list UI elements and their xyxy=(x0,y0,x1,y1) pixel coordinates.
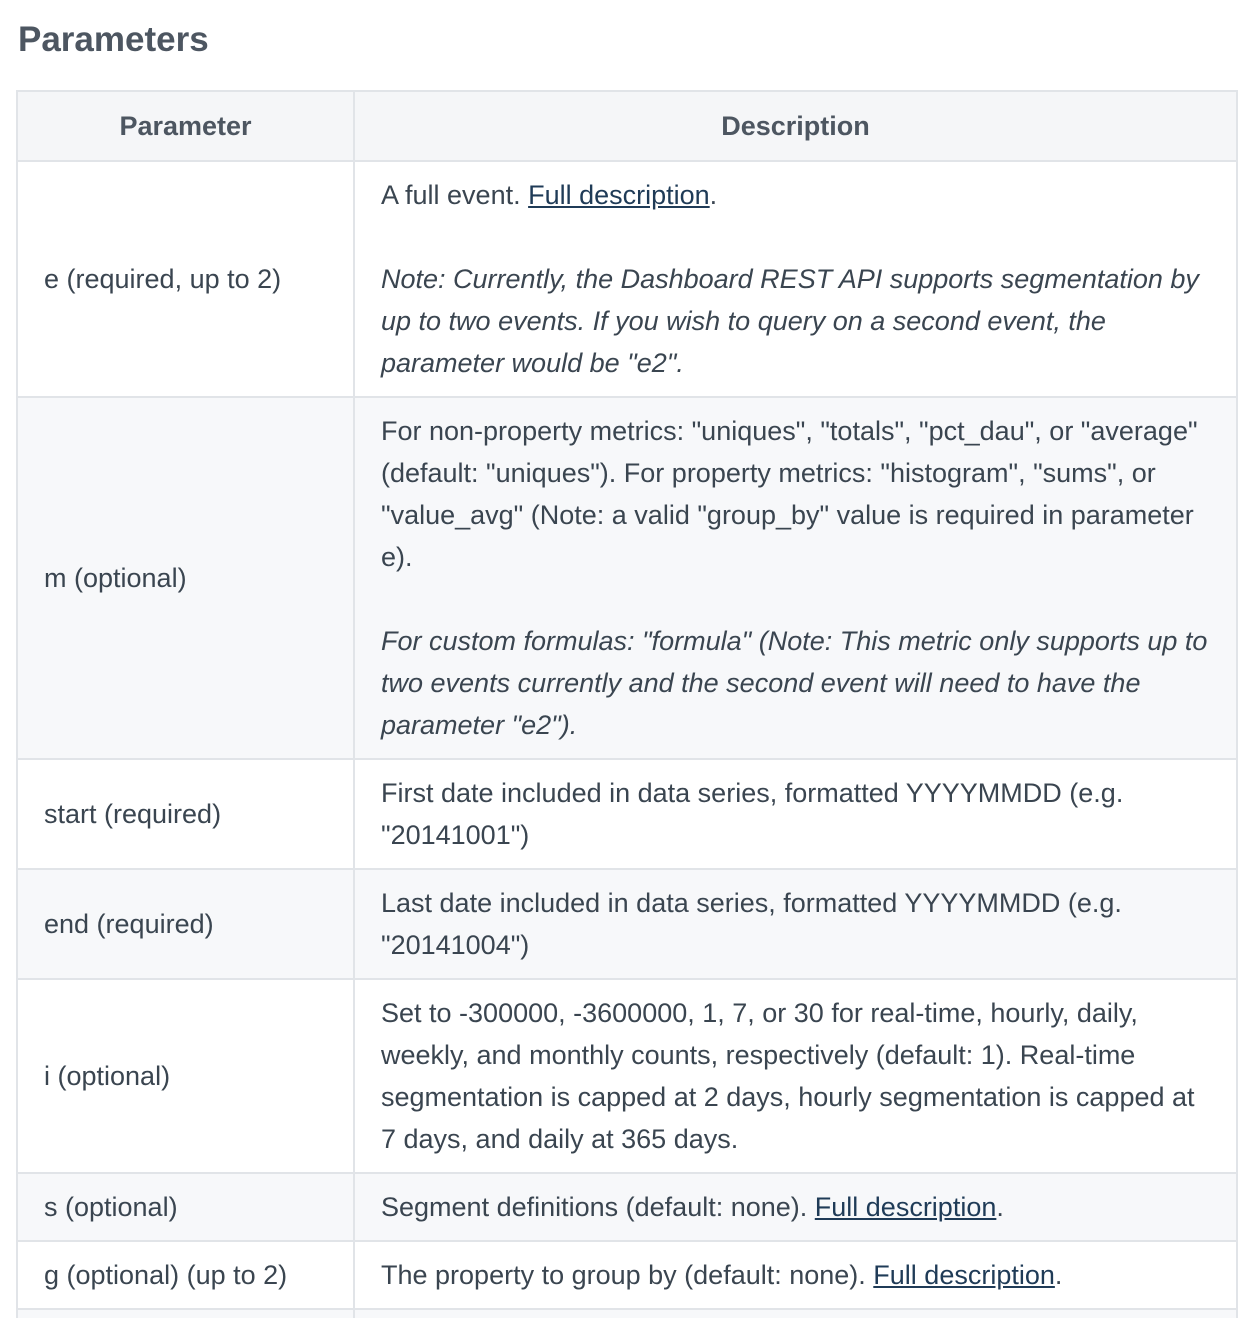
description-prefix: Segment definitions (default: none). xyxy=(381,1192,815,1222)
full-description-link[interactable]: Full description xyxy=(814,1192,997,1222)
table-row xyxy=(17,161,1237,397)
description-text xyxy=(381,174,1210,216)
param-name: m (optional) xyxy=(17,397,354,759)
param-description xyxy=(354,397,1237,759)
table-row xyxy=(17,759,1237,869)
param-description: Set to -300000, -3600000, 1, 7, or 30 for real-time, hourly, daily, weekly, and monthly counts, respectively (default: 1). Real-time segmentation is capped at 2 days, hourly segmentation is capped at 7 days, and daily at 365 days. xyxy=(354,979,1237,1173)
table-row xyxy=(17,1241,1237,1309)
param-description xyxy=(354,161,1237,397)
param-name-empty xyxy=(17,1309,354,1318)
param-description xyxy=(354,1173,1237,1241)
description-suffix: . xyxy=(1054,1260,1063,1290)
table-row xyxy=(17,397,1237,759)
description-prefix: The property to group by (default: none). xyxy=(381,1260,874,1290)
param-description xyxy=(354,1241,1237,1309)
param-description: Last date included in data series, formatted YYYYMMDD (e.g. "20141004") xyxy=(354,869,1237,979)
table-row xyxy=(17,869,1237,979)
description-note: For custom formulas: "formula" (Note: This metric only supports up to two events currently and the second event will need to have the parameter "e2"). xyxy=(381,626,1208,740)
param-description-empty xyxy=(354,1309,1237,1318)
table-row xyxy=(17,979,1237,1173)
param-name: end (required) xyxy=(17,869,354,979)
description-suffix: . xyxy=(996,1192,1004,1222)
param-description: First date included in data series, formatted YYYYMMDD (e.g. "20141001") xyxy=(354,759,1237,869)
param-name: e (required, up to 2) xyxy=(17,161,354,397)
description-prefix: A full event. xyxy=(381,180,529,210)
table-row-partial xyxy=(17,1309,1237,1318)
param-name: start (required) xyxy=(17,759,354,869)
page-title: Parameters xyxy=(18,20,209,59)
param-name: g (optional) (up to 2) xyxy=(17,1241,354,1309)
full-description-link[interactable]: Full description xyxy=(528,180,710,210)
header-parameter: Parameter xyxy=(17,91,354,161)
description-note: Note: Currently, the Dashboard REST API supports segmentation by up to two events. If you wish to query on a second event, the parameter would be "e2". xyxy=(381,264,1199,378)
table-row xyxy=(17,1173,1237,1241)
description-text: For non-property metrics: "uniques", "totals", "pct_dau", or "average" (default: "uniques"). For property metrics: "histogram", "sums", or "value_avg" (Note: a valid "group_by" value is required in parameter e). xyxy=(381,416,1198,572)
header-description: Description xyxy=(354,91,1237,161)
table-header-row xyxy=(17,91,1237,161)
description-suffix: . xyxy=(709,180,718,210)
param-name: s (optional) xyxy=(17,1173,354,1241)
param-name: i (optional) xyxy=(17,979,354,1173)
full-description-link[interactable]: Full description xyxy=(873,1260,1055,1290)
parameters-table xyxy=(16,90,1238,1318)
